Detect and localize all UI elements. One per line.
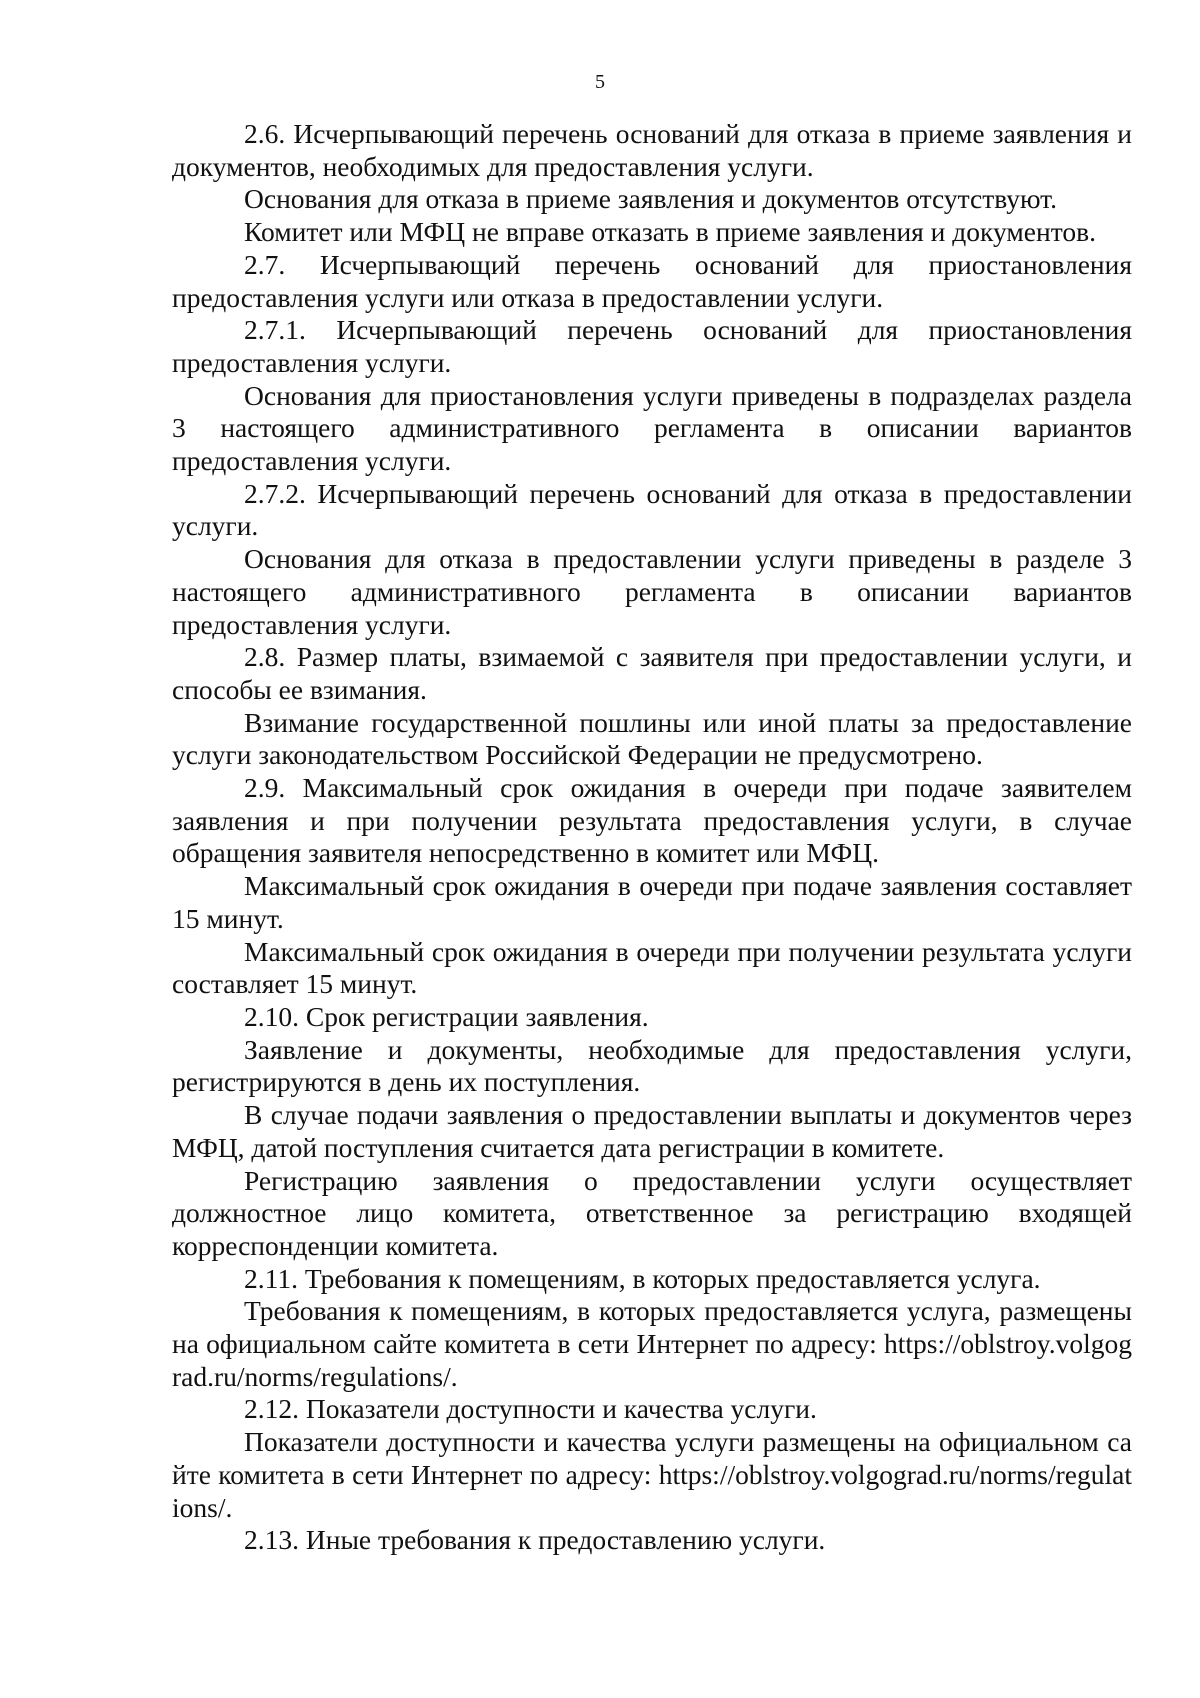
section-heading-2-12: 2.12. Показатели доступности и качества услуги.: [244, 1393, 817, 1425]
paragraph: Заявление и документы, необходимые для предоставления услуги, регистрируются в день их поступления.: [172, 1033, 1132, 1098]
section-heading-2-9: 2.9. Максимальный срок ожидания в очереди при подаче заявителем заявления и при получении результата предоставления услуги, в случае обращения заявителя непосредственно в комитет или МФЦ.: [172, 772, 1132, 869]
section-heading-2-6: 2.6. Исчерпывающий перечень оснований для отказа в приеме заявления и документов, необходимых для предоставления услуги.: [172, 118, 1132, 182]
paragraph: Взимание государственной пошлины или иной платы за предоставление услуги законодательством Российской Федерации не предусмотрено.: [172, 706, 1132, 771]
paragraph: Основания для отказа в приеме заявления и документов отсутствуют.: [244, 183, 1058, 215]
section-heading-2-7-2: 2.7.2. Исчерпывающий перечень оснований для отказа в предоставлении услуги.: [172, 477, 1132, 542]
paragraph: Основания для отказа в предоставлении услуги приведены в разделе 3 настоящего административного регламента в описании вариантов предоставления услуги.: [172, 543, 1132, 640]
section-heading-2-11: 2.11. Требования к помещениям, в которых предоставляется услуга.: [244, 1262, 1041, 1294]
section-heading-2-10: 2.10. Срок регистрации заявления.: [244, 1000, 649, 1032]
paragraph: Максимальный срок ожидания в очереди при подаче заявления составляет 15 минут.: [172, 870, 1132, 934]
paragraph: Комитет или МФЦ не вправе отказать в приеме заявления и документов.: [244, 216, 1096, 248]
section-heading-2-8: 2.8. Размер платы, взимаемой с заявителя при предоставлении услуги, и способы ее взимания.: [172, 641, 1132, 705]
paragraph: Регистрацию заявления о предоставлении услуги осуществляет должностное лицо комитета, ответственное за регистрацию входящей корреспонденции комитета.: [172, 1164, 1132, 1261]
section-heading-2-7: 2.7. Исчерпывающий перечень оснований для приостановления предоставления услуги или отказа в предоставлении услуги.: [172, 248, 1132, 313]
paragraph-with-url: Требования к помещениям, в которых предоставляется услуга, размещены на официальном сайте комитета в сети Интернет по адресу: https://oblstroy.volgograd.ru/norms/regulations/.: [172, 1295, 1132, 1392]
section-heading-2-7-1: 2.7.1. Исчерпывающий перечень оснований для приостановления предоставления услуги.: [172, 314, 1132, 378]
paragraph: В случае подачи заявления о предоставлении выплаты и документов через МФЦ, датой поступления считается дата регистрации в комитете.: [172, 1099, 1132, 1163]
paragraph-with-url: Показатели доступности и качества услуги размещены на официальном сайте комитета в сети Интернет по адресу: https://oblstroy.volgograd.ru/norms/regulations/.: [172, 1426, 1132, 1523]
paragraph: Основания для приостановления услуги приведены в подразделах раздела 3 настоящего административного регламента в описании вариантов предоставления услуги.: [172, 379, 1132, 477]
paragraph: Максимальный срок ожидания в очереди при получении результата услуги составляет 15 минут.: [172, 935, 1132, 1000]
document-body: [172, 118, 1132, 1557]
section-heading-2-13: 2.13. Иные требования к предоставлению услуги.: [244, 1524, 826, 1556]
page-number: 5: [595, 71, 605, 93]
